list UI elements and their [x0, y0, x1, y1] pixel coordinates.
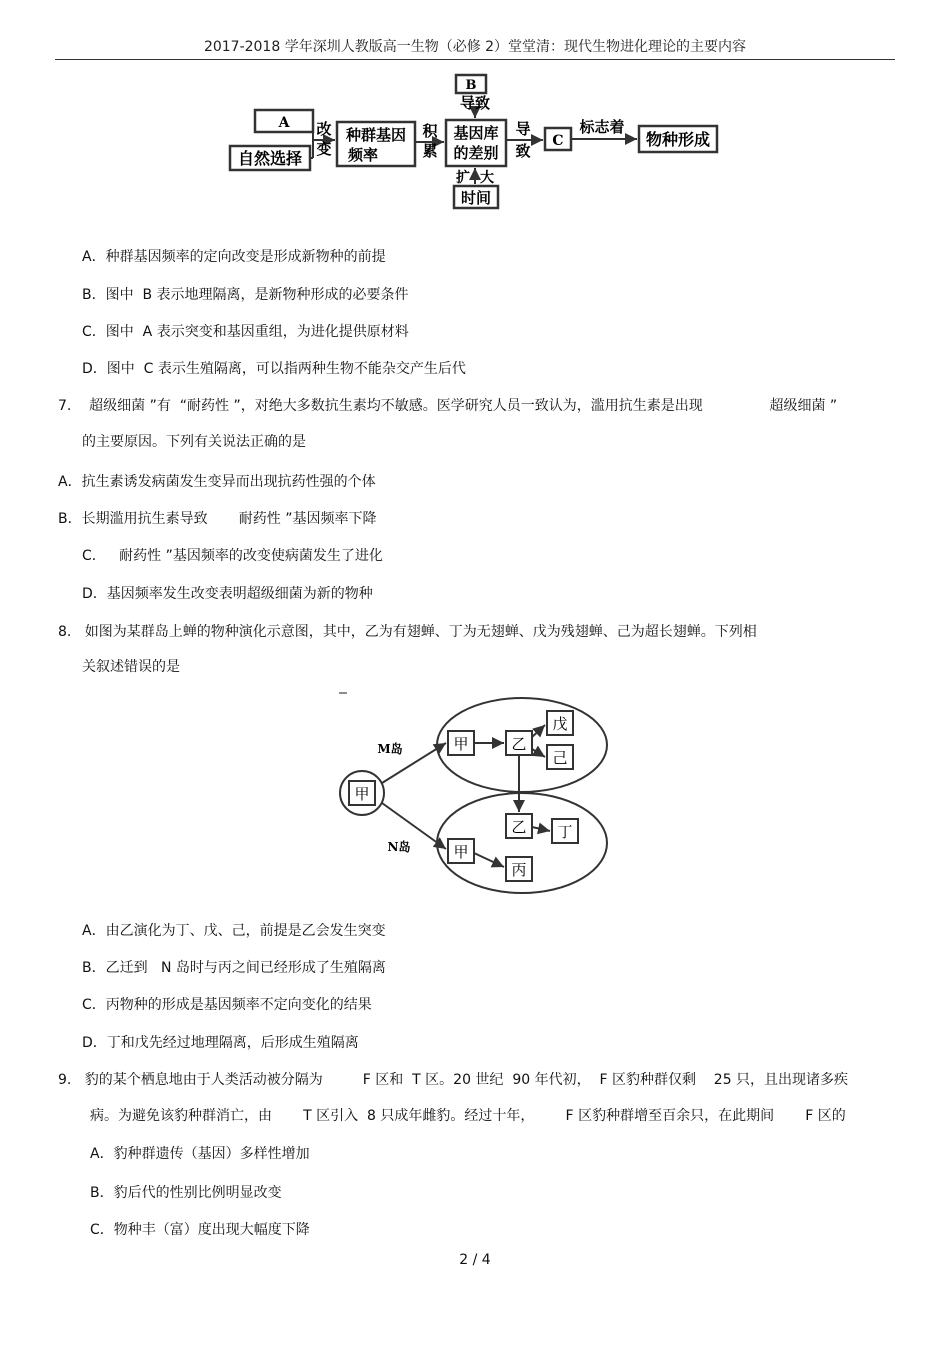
- node-jia-origin: 甲: [354, 785, 370, 803]
- label-accum-2: 累: [422, 142, 438, 160]
- label-time: 时间: [460, 189, 492, 207]
- q8-option-a: A．由乙演化为丁、戊、己，前提是乙会发生突变: [82, 923, 386, 939]
- label-change-1: 改: [316, 120, 332, 138]
- species-formation-diagram: [225, 70, 725, 215]
- node-wu: 戊: [552, 715, 568, 733]
- q9-option-c: C．物种丰（富）度出现大幅度下降: [90, 1222, 310, 1238]
- q8-stem-line2: 关叙述错误的是: [82, 659, 180, 675]
- label-lead-right-1: 导: [515, 120, 531, 138]
- label-expand-1: 扩: [456, 170, 470, 186]
- q7-option-a: A．抗生素诱发病菌发生变异而出现抗药性强的个体: [58, 474, 376, 490]
- q6-option-b: B．图中 B 表示地理隔离，是新物种形成的必要条件: [82, 287, 409, 303]
- q8-option-c: C．丙物种的形成是基因频率不定向变化的结果: [82, 997, 372, 1013]
- node-ji: 己: [552, 749, 568, 767]
- node-yi-n: 乙: [511, 818, 527, 836]
- q8-stem-line1: 8. 如图为某群岛上蝉的物种演化示意图，其中，乙为有翅蝉、丁为无翅蝉、戊为残翅蝉、己为超长翅蝉。下列相: [58, 624, 757, 640]
- label-pool-2: 的差别: [453, 144, 499, 162]
- label-natural-selection: 自然选择: [237, 149, 303, 168]
- node-yi-m: 乙: [511, 735, 527, 753]
- q6-option-a: A．种群基因频率的定向改变是形成新物种的前提: [82, 249, 386, 265]
- label-species-formation: 物种形成: [645, 130, 711, 149]
- label-lead-top: 导致: [459, 94, 491, 112]
- page-header: 2017-2018 学年深圳人教版高一生物（必修 2）堂堂清：现代生物进化理论的主要内容: [55, 36, 895, 60]
- node-jia-n: 甲: [453, 843, 469, 861]
- label-lead-right-2: 致: [515, 142, 531, 160]
- page-number: 2 / 4: [459, 1252, 491, 1268]
- label-c: C: [552, 133, 564, 149]
- label-b: B: [465, 78, 477, 93]
- q7-option-b: B．长期滥用抗生素导致 耐药性 ”基因频率下降: [58, 511, 377, 527]
- label-freq-1: 种群基因: [345, 126, 407, 144]
- q9-option-b: B．豹后代的性别比例明显改变: [90, 1185, 282, 1201]
- q6-option-d: D．图中 C 表示生殖隔离，可以指两种生物不能杂交产生后代: [82, 361, 466, 377]
- q9-stem-line1: 9. 豹的某个栖息地由于人类活动被分隔为 F 区和 T 区。20 世纪 90 年代初， F 区豹种群仅剩 25 只，且出现诸多疾: [58, 1072, 849, 1088]
- q8-option-d: D．丁和戊先经过地理隔离，后形成生殖隔离: [82, 1035, 359, 1051]
- q7-stem-line2: 的主要原因。下列有关说法正确的是: [82, 434, 306, 450]
- q7-option-c: C． 耐药性 ”基因频率的改变使病菌发生了进化: [82, 548, 383, 564]
- node-bing: 丙: [511, 861, 527, 879]
- q6-option-c: C．图中 A 表示突变和基因重组，为进化提供原材料: [82, 324, 409, 340]
- label-change-2: 变: [316, 140, 332, 158]
- node-jia-m: 甲: [453, 735, 469, 753]
- m-island-label: M岛: [377, 742, 403, 756]
- label-a: A: [278, 115, 290, 131]
- q7-option-d: D．基因频率发生改变表明超级细菌为新的物种: [82, 586, 373, 602]
- label-freq-2: 频率: [347, 146, 379, 164]
- label-expand-2: 大: [480, 170, 494, 186]
- label-pool-1: 基因库: [453, 124, 499, 142]
- label-accum-1: 积: [422, 122, 438, 140]
- node-ding: 丁: [557, 823, 573, 841]
- q9-stem-line2: 病。为避免该豹种群消亡，由 T 区引入 8 只成年雌豹。经过十年， F 区豹种群增至百余只，在此期间 F 区的: [90, 1108, 846, 1124]
- q9-option-a: A．豹种群遗传（基因）多样性增加: [90, 1146, 310, 1162]
- q7-stem-line1: 7. 超级细菌 ”有 “耐药性 ”，对绝大多数抗生素均不敏感。医学研究人员一致认为，滥用抗生素是出现 超级细菌 ”: [58, 398, 838, 414]
- q8-option-b: B．乙迁到 N 岛时与丙之间已经形成了生殖隔离: [82, 960, 386, 976]
- island-evolution-diagram: [335, 685, 615, 900]
- n-island-label: N岛: [387, 840, 411, 854]
- label-marker: 标志着: [579, 118, 625, 136]
